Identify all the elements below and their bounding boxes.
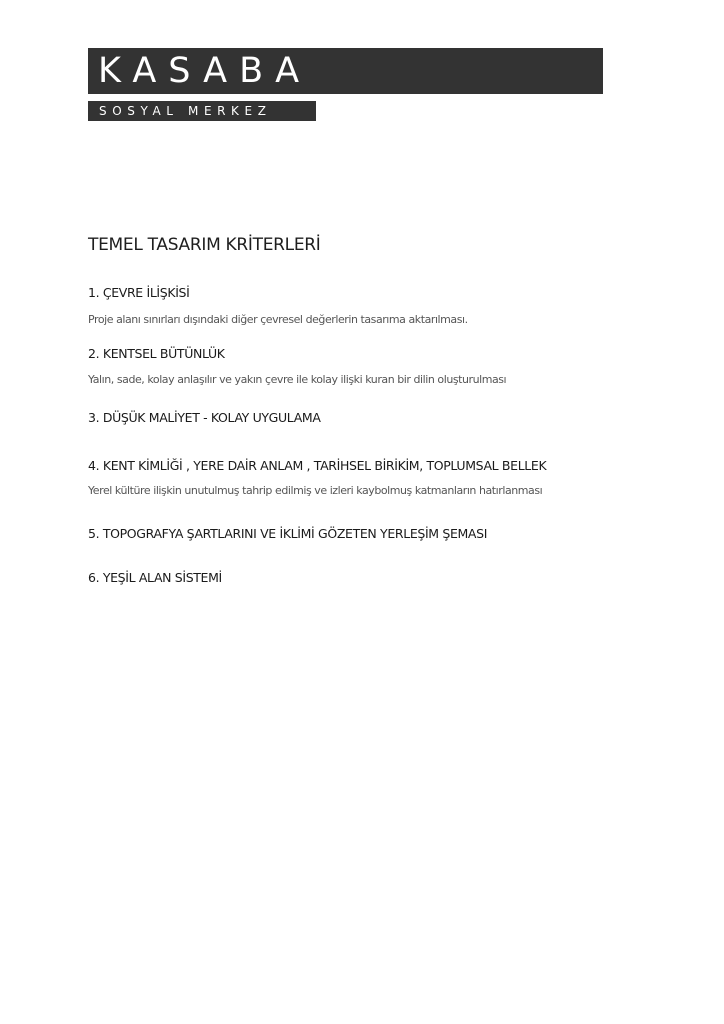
criterion-4-title: 4. KENT KİMLİĞİ , YERE DAİR ANLAM , TARİHSEL BİRİKİM, TOPLUMSAL BELLEK bbox=[88, 458, 547, 473]
criterion-1-description: Proje alanı sınırları dışındaki diğer çevresel değerlerin tasarıma aktarılması. bbox=[88, 313, 468, 326]
title-banner bbox=[88, 48, 603, 94]
criterion-5-title: 5. TOPOGRAFYA ŞARTLARINI VE İKLİMİ GÖZETEN YERLEŞİM ŞEMASI bbox=[88, 526, 488, 541]
criterion-6-title: 6. YEŞİL ALAN SİSTEMİ bbox=[88, 570, 222, 585]
criterion-4-description: Yerel kültüre ilişkin unutulmuş tahrip edilmiş ve izleri kaybolmuş katmanların hatırlanması bbox=[88, 484, 543, 497]
document-title: KASABA bbox=[98, 51, 312, 91]
criterion-3-title: 3. DÜŞÜK MALİYET - KOLAY UYGULAMA bbox=[88, 410, 321, 425]
criterion-2-description: Yalın, sade, kolay anlaşılır ve yakın çevre ile kolay ilişki kuran bir dilin oluşturulması bbox=[88, 373, 507, 386]
criterion-1-title: 1. ÇEVRE İLİŞKİSİ bbox=[88, 285, 190, 300]
criterion-2-title: 2. KENTSEL BÜTÜNLÜK bbox=[88, 346, 225, 361]
document-subtitle: SOSYAL MERKEZ bbox=[99, 104, 272, 118]
section-heading: TEMEL TASARIM KRİTERLERİ bbox=[88, 235, 321, 255]
subtitle-banner bbox=[88, 101, 316, 121]
